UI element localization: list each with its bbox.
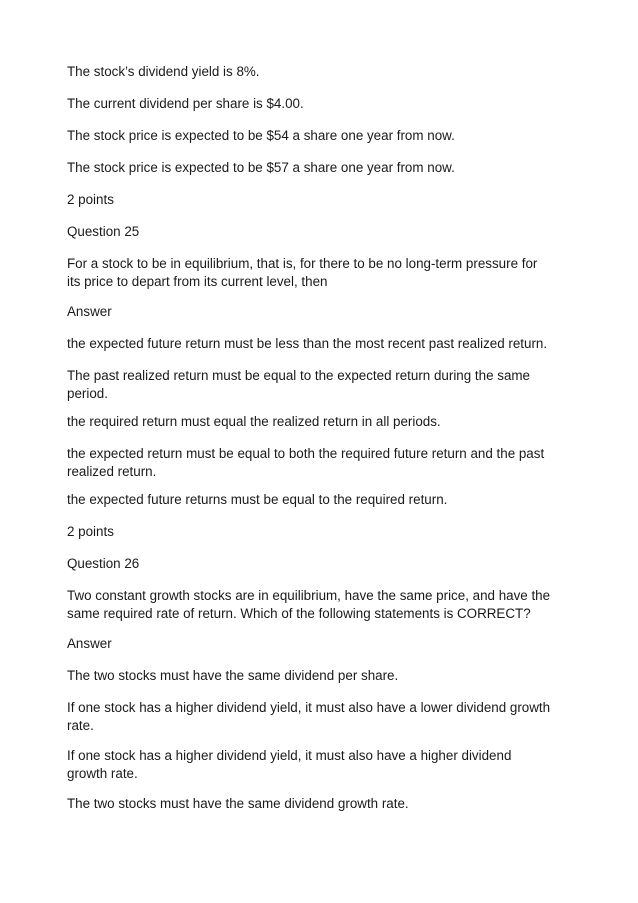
- question-heading-26: [67, 555, 597, 573]
- text-line: If one stock has a higher dividend yield, it must also have a higher dividend: [67, 748, 512, 763]
- answer-option-26c: [67, 747, 597, 783]
- points-label-q24: [67, 191, 597, 209]
- question-text-26: [67, 587, 597, 623]
- text-line: Question 25: [67, 224, 140, 239]
- text-line: Question 26: [67, 556, 140, 571]
- answer-option-price-54: [67, 127, 597, 145]
- text-line: 2 points: [67, 524, 114, 539]
- question-heading-25: [67, 223, 597, 241]
- text-line: The stock price is expected to be $57 a share one year from now.: [67, 160, 455, 175]
- text-line: 2 points: [67, 192, 114, 207]
- text-line: same required rate of return. Which of the following statements is CORRECT?: [67, 606, 531, 621]
- answer-option-25b: [67, 367, 597, 403]
- answer-option-dividend-yield: [67, 63, 597, 81]
- answer-option-price-57: [67, 159, 597, 177]
- text-line: The stock’s dividend yield is 8%.: [67, 64, 260, 79]
- answer-option-26d: [67, 795, 597, 813]
- text-line: Two constant growth stocks are in equilibrium, have the same price, and have the: [67, 588, 551, 603]
- text-line: the required return must equal the realized return in all periods.: [67, 414, 441, 429]
- text-line: rate.: [67, 718, 94, 733]
- answer-option-26b: [67, 699, 597, 735]
- text-line: The two stocks must have the same dividend growth rate.: [67, 796, 409, 811]
- text-line: the expected future returns must be equal to the required return.: [67, 492, 448, 507]
- text-line: the expected return must be equal to both the required future return and the past: [67, 446, 545, 461]
- answer-label-25: [67, 303, 597, 321]
- answer-label-26: [67, 635, 597, 653]
- answer-option-25d: [67, 445, 597, 481]
- text-line: For a stock to be in equilibrium, that is, for there to be no long-term pressure for: [67, 256, 538, 271]
- text-line: The current dividend per share is $4.00.: [67, 96, 304, 111]
- text-line: its price to depart from its current level, then: [67, 274, 328, 289]
- answer-option-25a: [67, 335, 597, 353]
- text-line: The past realized return must be equal to the expected return during the same: [67, 368, 530, 383]
- answer-option-25c: [67, 413, 597, 431]
- text-line: If one stock has a higher dividend yield, it must also have a lower dividend growth: [67, 700, 551, 715]
- text-line: Answer: [67, 304, 112, 319]
- answer-option-26a: [67, 667, 597, 685]
- points-label-q25: [67, 523, 597, 541]
- answer-option-25e: [67, 491, 597, 509]
- answer-option-current-dividend: [67, 95, 597, 113]
- text-line: The stock price is expected to be $54 a share one year from now.: [67, 128, 455, 143]
- text-line: realized return.: [67, 464, 157, 479]
- text-line: the expected future return must be less than the most recent past realized return.: [67, 336, 548, 351]
- text-line: growth rate.: [67, 766, 138, 781]
- text-line: period.: [67, 386, 108, 401]
- text-line: The two stocks must have the same dividend per share.: [67, 668, 399, 683]
- question-text-25: [67, 255, 597, 291]
- text-line: Answer: [67, 636, 112, 651]
